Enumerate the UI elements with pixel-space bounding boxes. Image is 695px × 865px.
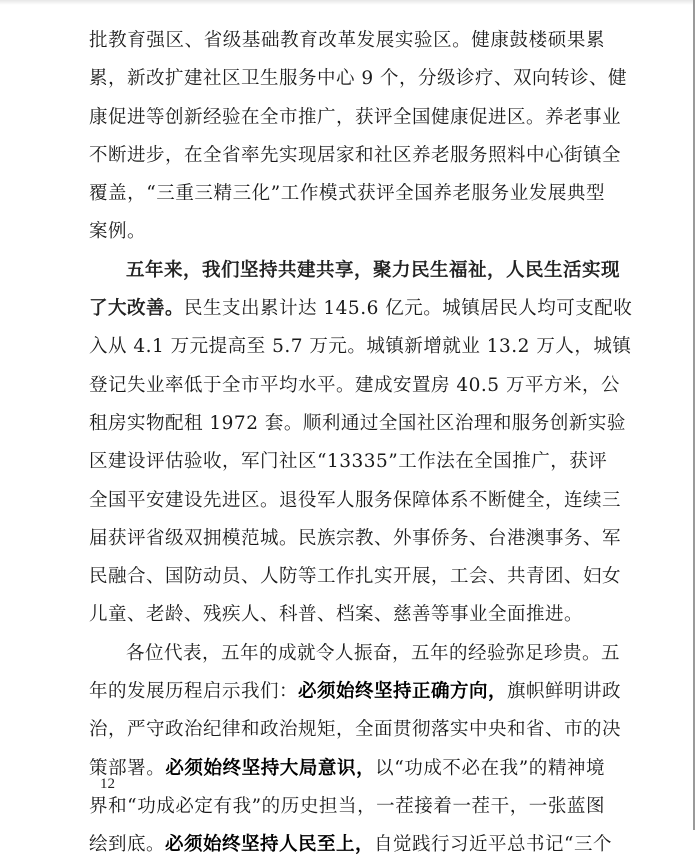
text-segment: 批教育强区、省级基础教育改革发展实验区。健康鼓楼硕果累 xyxy=(89,30,605,51)
page-top-edge xyxy=(0,0,695,5)
text-segment: 治，严守政治纪律和政治规矩，全面贯彻落实中央和省、市的决 xyxy=(89,719,622,741)
text-segment: 民融合、国防动员、人防等工作扎实开展，工会、共青团、妇女 xyxy=(89,566,622,588)
bold-heading-phrase: 必须始终坚持人民至上， xyxy=(165,834,375,856)
text-line xyxy=(89,558,622,596)
text-line xyxy=(89,826,612,864)
text-segment: 旗帜鲜明讲政 xyxy=(507,681,622,703)
text-line xyxy=(89,328,632,366)
text-line xyxy=(89,213,605,251)
text-line xyxy=(89,788,605,826)
text-segment: 全国平安建设先进区。退役军人服务保障体系不断健全，连续三 xyxy=(89,489,622,511)
text-segment: 登记失业率低于全市平均水平。建成安置房 40.5 万平方米，公 xyxy=(89,374,620,396)
text-line xyxy=(89,175,605,213)
text-segment: 自觉践行习近平总书记“三个 xyxy=(374,834,612,856)
emphasis-phrase: 五年来，我们坚持共建共享，聚力民生福祉，人民生活实现 xyxy=(126,259,621,281)
text-segment: 康促进等创新经验在全市推广，获评全国健康促进区。养老事业 xyxy=(89,106,622,128)
text-segment: 租房实物配租 1972 套。顺利通过全国社区治理和服务创新实验 xyxy=(89,412,626,434)
text-line xyxy=(89,367,620,405)
bold-heading-phrase: 必须始终坚持正确方向， xyxy=(298,681,508,703)
text-segment: 以“功成不必在我”的精神境 xyxy=(375,757,605,779)
text-line xyxy=(89,60,628,98)
text-line xyxy=(89,711,622,749)
text-line xyxy=(89,750,605,788)
text-segment: 儿童、老龄、残疾人、科普、档案、慈善等事业全面推进。 xyxy=(89,604,584,626)
text-line xyxy=(89,482,622,520)
text-line xyxy=(89,22,605,60)
text-segment: 策部署。 xyxy=(89,757,166,779)
text-segment: 届获评省级双拥模范城。民族宗教、外事侨务、台港澳事务、军 xyxy=(89,527,622,549)
text-line xyxy=(89,290,633,328)
text-segment: 案例。 xyxy=(89,221,147,243)
text-line xyxy=(89,520,622,558)
text-segment: 各位代表，五年的成就令人振奋，五年的经验弥足珍贵。五 xyxy=(126,642,621,664)
text-line xyxy=(89,252,621,290)
text-segment: 累，新改扩建社区卫生服务中心 9 个，分级诊疗、双向转诊、健 xyxy=(89,68,628,90)
bold-heading-phrase: 必须始终坚持大局意识， xyxy=(165,757,376,779)
text-line xyxy=(89,137,622,175)
page-number: 12 xyxy=(100,776,115,792)
text-segment: 年的发展历程启示我们： xyxy=(89,681,299,703)
text-segment: 绘到底。 xyxy=(89,834,166,856)
text-line xyxy=(89,596,605,634)
emphasis-phrase: 了大改善。 xyxy=(89,298,185,320)
document-page xyxy=(89,22,633,865)
text-line xyxy=(89,635,621,673)
text-segment: 不断进步，在全省率先实现居家和社区养老服务照料中心街镇全 xyxy=(89,144,622,166)
text-segment: 区建设评估验收，军门社区“13335”工作法在全国推广，获评 xyxy=(89,451,608,473)
text-line xyxy=(89,443,608,481)
text-segment: 民生支出累计达 145.6 亿元。城镇居民人均可支配收 xyxy=(184,298,633,320)
text-segment: 界和“功成必定有我”的历史担当，一茬接着一茬干，一张蓝图 xyxy=(89,795,605,817)
text-segment: 覆盖，“三重三精三化”工作模式获评全国养老服务业发展典型 xyxy=(89,183,605,205)
text-segment: 入从 4.1 万元提高至 5.7 万元。城镇新增就业 13.2 万人，城镇 xyxy=(89,336,632,358)
text-line xyxy=(89,405,626,443)
text-line xyxy=(89,99,622,137)
text-line xyxy=(89,673,622,711)
